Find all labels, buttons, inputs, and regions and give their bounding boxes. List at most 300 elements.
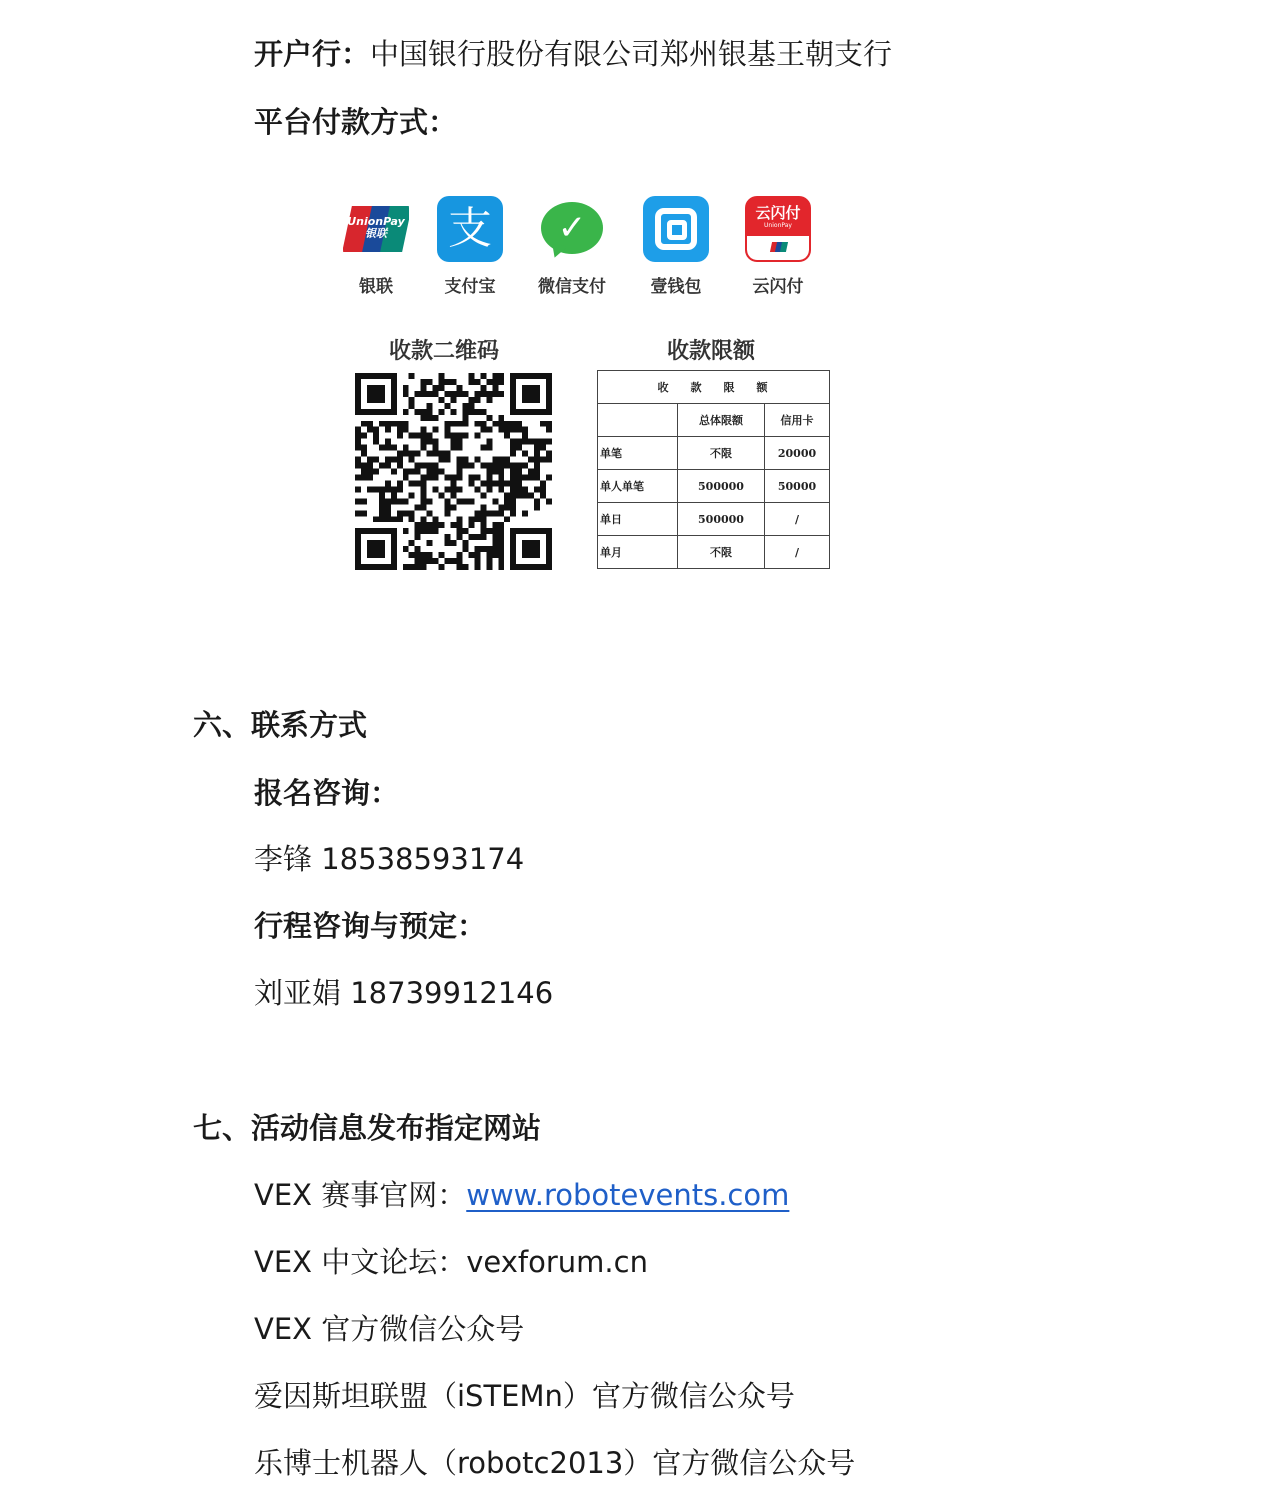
section6-title: 六、联系方式 [193,708,368,742]
qr-module [355,457,361,463]
qr-module [445,457,451,463]
qr-module [379,463,385,469]
qr-module [534,528,540,534]
qr-module [462,415,468,421]
qr-module [498,457,504,463]
qr-module [373,469,379,475]
payment-methods [330,196,820,306]
qr-module [474,474,480,480]
qr-module [492,552,498,558]
limit-title: 收款限额 [667,338,756,364]
qr-module [510,498,516,504]
qr-module [409,552,415,558]
qr-module [534,439,540,445]
qr-module [498,546,504,552]
qr-module [439,522,445,528]
qr-module [421,474,427,480]
qr-module [528,564,534,570]
qr-module [522,546,528,552]
payment-label: 壹钱包 [650,277,702,297]
qr-module [504,492,510,498]
qr-module [355,564,361,570]
qr-module [486,546,492,552]
qr-module [355,558,361,564]
qr-module [367,540,373,546]
qr-module [409,540,415,546]
qr-module [445,510,451,516]
qr-module [451,409,457,415]
qr-module [439,451,445,457]
qr-module [355,433,361,439]
qr-code-image [355,373,552,570]
qr-module [516,480,522,486]
qr-module [421,480,427,486]
qr-module [546,421,552,427]
qr-module [522,433,528,439]
qr-module [498,415,504,421]
qr-module [451,492,457,498]
qr-module [415,451,421,457]
qr-module [451,433,457,439]
cell-credit: / [765,536,830,569]
qr-module [427,510,433,516]
qr-module [373,385,379,391]
qr-module [451,558,457,564]
qr-module [510,439,516,445]
qr-module [522,427,528,433]
qr-module [427,391,433,397]
qr-module [391,391,397,397]
qr-module [474,534,480,540]
qr-module [445,391,451,397]
qr-module [516,564,522,570]
qr-module [385,457,391,463]
qr-module [439,409,445,415]
qr-module [510,540,516,546]
qr-module [522,492,528,498]
qr-module [355,391,361,397]
qr-module [510,451,516,457]
qr-module [504,433,510,439]
qr-module [540,528,546,534]
table-column-row [598,404,830,437]
qr-module [391,403,397,409]
qr-module [486,480,492,486]
qr-module [528,457,534,463]
qr-module [403,528,409,534]
qr-module [456,474,462,480]
qr-module [421,385,427,391]
qr-module [403,427,409,433]
qr-module [409,373,415,379]
qr-module [409,457,415,463]
table-header: 收款限额 [598,371,830,404]
qr-module [534,385,540,391]
qr-module [498,391,504,397]
robotevents-link[interactable]: www.robotevents.com [466,1178,790,1212]
qr-module [409,451,415,457]
qr-module [415,463,421,469]
qr-module [462,463,468,469]
qr-module [367,373,373,379]
qr-module [498,427,504,433]
qr-module [421,433,427,439]
qr-module [391,528,397,534]
qr-module [373,373,379,379]
qr-module [433,463,439,469]
qr-module [433,486,439,492]
column-header: 总体限额 [678,404,765,437]
qr-module [367,546,373,552]
qr-module [415,409,421,415]
qr-module [492,421,498,427]
qr-module [510,564,516,570]
qr-module [480,463,486,469]
bank-label: 开户行： [254,37,371,71]
qr-module [534,391,540,397]
qr-module [456,385,462,391]
qr-module [540,409,546,415]
qr-module [474,486,480,492]
qr-module [385,439,391,445]
qr-module [361,469,367,475]
qr-module [421,528,427,534]
qr-module [355,439,361,445]
qr-module [409,492,415,498]
qr-module [522,385,528,391]
qr-module [427,552,433,558]
travel-label: 行程咨询与预定： [254,909,487,943]
qr-module [391,397,397,403]
qr-module [456,421,462,427]
qr-module [528,439,534,445]
qr-module [498,373,504,379]
qr-module [379,552,385,558]
qr-module [385,480,391,486]
qr-module [486,415,492,421]
qr-module [361,528,367,534]
qr-module [409,480,415,486]
qr-module [516,439,522,445]
qr-module [468,552,474,558]
qr-module [403,564,409,570]
qr-module [427,528,433,534]
qr-module [451,379,457,385]
qr-module [456,391,462,397]
qr-module [474,379,480,385]
qr-module [355,474,361,480]
qr-module [379,445,385,451]
qr-module [379,397,385,403]
cell-credit: 50000 [765,470,830,503]
qr-module [528,469,534,475]
qr-module [462,457,468,463]
qr-module [427,415,433,421]
qr-module [445,379,451,385]
qr-module [409,403,415,409]
qr-module [504,427,510,433]
qr-module [445,421,451,427]
qr-module [355,510,361,516]
qr-module [385,516,391,522]
qr-module [522,451,528,457]
qr-module [510,409,516,415]
qr-module [510,492,516,498]
qr-module [480,504,486,510]
qr-module [462,546,468,552]
qr-module [391,492,397,498]
qr-module [480,480,486,486]
qr-module [516,427,522,433]
qr-module [391,534,397,540]
qr-module [421,427,427,433]
cell-total: 不限 [678,437,765,470]
qr-module [516,474,522,480]
qr-module [355,546,361,552]
qr-module [415,552,421,558]
qr-module [415,558,421,564]
qr-module [510,486,516,492]
qr-module [421,564,427,570]
qr-module [522,397,528,403]
qr-module [504,498,510,504]
qr-module [546,552,552,558]
qr-module [421,558,427,564]
qr-module [433,415,439,421]
qr-module [361,409,367,415]
qr-module [540,564,546,570]
qr-module [498,552,504,558]
qr-module [534,504,540,510]
travel-contact: 刘亚娟 18739912146 [254,976,554,1010]
qr-module [504,463,510,469]
qr-module [528,492,534,498]
qr-module [546,558,552,564]
qr-module [433,439,439,445]
qr-module [373,552,379,558]
qr-module [385,504,391,510]
qr-module [456,498,462,504]
qr-module [492,528,498,534]
qr-module [468,373,474,379]
qr-module [445,427,451,433]
qr-module [528,552,534,558]
qr-module [492,379,498,385]
qr-module [433,451,439,457]
qr-module [540,439,546,445]
qr-module [367,469,373,475]
qr-module [379,540,385,546]
qr-module [355,397,361,403]
limit-table [597,370,830,569]
qr-module [367,385,373,391]
qr-module [397,510,403,516]
cell-credit: 20000 [765,437,830,470]
qr-module [522,540,528,546]
qr-module [534,498,540,504]
qr-module [415,522,421,528]
qr-module [367,528,373,534]
qr-module [355,540,361,546]
qr-module [451,397,457,403]
qr-module [367,427,373,433]
qr-module [492,463,498,469]
qr-module [456,552,462,558]
qr-module [480,373,486,379]
website-item: VEX 中文论坛：vexforum.cn [254,1245,648,1279]
qr-module [522,409,528,415]
qr-module [462,540,468,546]
qr-module [546,397,552,403]
payment-unionpay [330,196,422,297]
qr-module [486,463,492,469]
qr-module [397,516,403,522]
qr-module [486,439,492,445]
qr-module [462,433,468,439]
qr-module [474,510,480,516]
qr-module [391,564,397,570]
qr-module [480,516,486,522]
qr-module [480,510,486,516]
qr-module [498,564,504,570]
qr-module [486,528,492,534]
qr-module [468,522,474,528]
qr-module [355,486,361,492]
qr-module [492,469,498,475]
payment-label: 支付宝 [444,277,496,297]
qr-module [427,409,433,415]
qr-module [403,498,409,504]
qr-module [528,385,534,391]
qr-module [379,409,385,415]
qr-module [391,373,397,379]
qr-module [427,451,433,457]
qr-module [379,492,385,498]
qr-module [403,409,409,415]
qr-module [504,516,510,522]
cell-total: 500000 [678,503,765,536]
qr-module [546,379,552,385]
qr-module [516,528,522,534]
qr-module [474,421,480,427]
qr-module [474,397,480,403]
qr-module [474,516,480,522]
qr-module [415,528,421,534]
qr-module [367,486,373,492]
qr-module [498,522,504,528]
qr-module [456,486,462,492]
quickpass-icon: 云闪付 UnionPay [745,196,811,262]
qr-module [486,445,492,451]
qr-module [379,504,385,510]
qr-module [403,474,409,480]
qr-module [510,552,516,558]
qr-module [445,534,451,540]
cell-total: 500000 [678,470,765,503]
qr-module [510,421,516,427]
qr-module [546,474,552,480]
qr-module [456,445,462,451]
qr-module [379,421,385,427]
qr-module [355,445,361,451]
qr-module [510,504,516,510]
qr-module [486,552,492,558]
qr-module [373,546,379,552]
qr-module [355,427,361,433]
qr-module [421,463,427,469]
qr-module [445,451,451,457]
qr-module [486,427,492,433]
qr-module [361,451,367,457]
qr-module [391,385,397,391]
payment-wechat [526,196,618,297]
qr-module [385,498,391,504]
qr-module [421,391,427,397]
payment-label: 银联 [359,277,393,297]
qr-module [510,397,516,403]
qr-module [427,433,433,439]
qr-module [510,385,516,391]
qr-module [522,510,528,516]
cell-total: 不限 [678,536,765,569]
qr-module [480,385,486,391]
qr-module [534,564,540,570]
qr-module [385,373,391,379]
qr-module [486,474,492,480]
qr-module [534,486,540,492]
qr-module [456,534,462,540]
qr-module [409,433,415,439]
qr-module [528,540,534,546]
yiqianbao-icon [643,196,709,262]
qr-module [433,474,439,480]
qr-module [498,510,504,516]
qr-module [391,540,397,546]
qr-module [462,409,468,415]
qr-module [421,504,427,510]
qr-module [373,486,379,492]
qr-module [522,552,528,558]
qr-module [385,463,391,469]
qr-module [361,373,367,379]
qr-module [546,409,552,415]
qr-module [468,474,474,480]
qr-module [367,564,373,570]
qr-module [451,522,457,528]
qr-module [451,421,457,427]
qr-module [546,385,552,391]
qr-module [456,463,462,469]
table-row [598,470,830,503]
payment-label: 微信支付 [538,277,606,297]
qr-module [480,522,486,528]
qr-module [534,457,540,463]
qr-module [528,391,534,397]
qr-module [516,486,522,492]
qr-module [421,409,427,415]
qr-module [367,552,373,558]
qr-module [367,409,373,415]
qr-module [397,451,403,457]
row-label: 单人单笔 [598,470,678,503]
qr-module [528,474,534,480]
qr-module [480,528,486,534]
qr-module [433,516,439,522]
qr-module [480,445,486,451]
qr-module [546,373,552,379]
qr-module [373,397,379,403]
qr-module [462,528,468,534]
